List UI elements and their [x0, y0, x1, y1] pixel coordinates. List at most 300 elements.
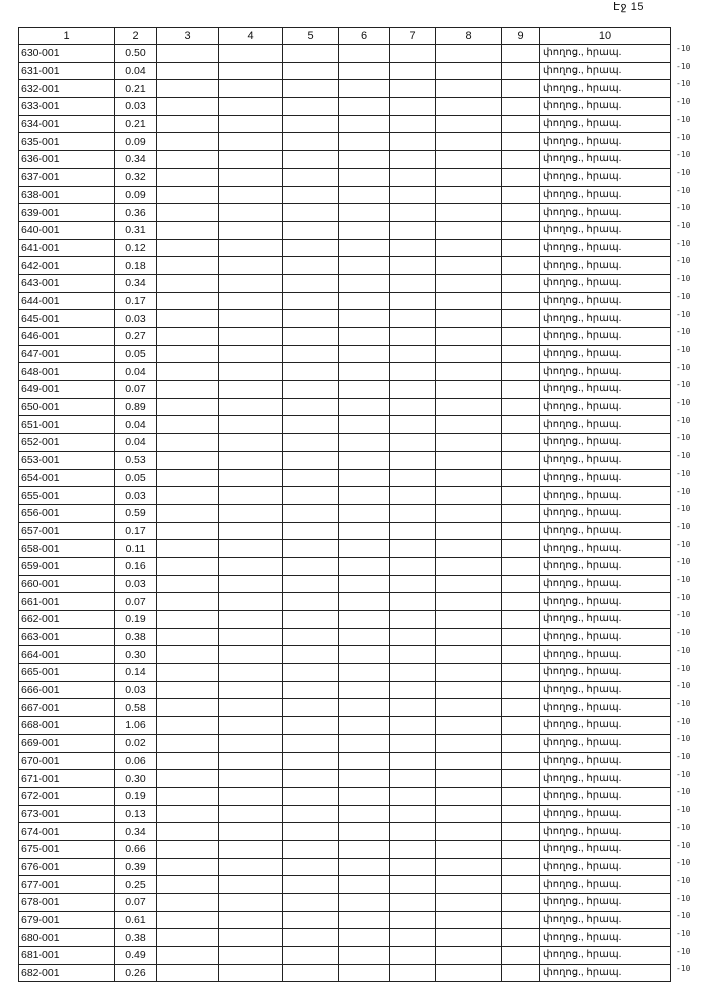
table-row	[19, 611, 671, 629]
margin-mark: -10	[676, 132, 691, 142]
empty-cell	[390, 292, 436, 310]
empty-cell	[502, 628, 540, 646]
land-use-cell: փողոց., հրապ.	[540, 752, 671, 770]
empty-cell	[390, 363, 436, 381]
empty-cell	[339, 575, 390, 593]
area-cell: 0.30	[115, 646, 157, 664]
empty-cell	[390, 575, 436, 593]
empty-cell	[219, 504, 283, 522]
column-header-6: 6	[339, 28, 390, 45]
empty-cell	[219, 628, 283, 646]
empty-cell	[502, 98, 540, 116]
parcel-code-cell: 653-001	[19, 451, 115, 469]
empty-cell	[157, 62, 219, 80]
area-cell: 0.11	[115, 540, 157, 558]
land-use-cell: փողոց., հրապ.	[540, 947, 671, 965]
empty-cell	[283, 398, 339, 416]
empty-cell	[157, 522, 219, 540]
parcel-code-cell: 643-001	[19, 274, 115, 292]
area-cell: 0.49	[115, 947, 157, 965]
land-use-cell: փողոց., հրապ.	[540, 133, 671, 151]
table-row	[19, 98, 671, 116]
empty-cell	[157, 947, 219, 965]
empty-cell	[390, 823, 436, 841]
area-cell: 0.38	[115, 628, 157, 646]
empty-cell	[436, 469, 502, 487]
empty-cell	[283, 611, 339, 629]
empty-cell	[339, 611, 390, 629]
empty-cell	[436, 310, 502, 328]
empty-cell	[219, 133, 283, 151]
margin-mark: -10	[676, 645, 691, 655]
area-cell: 0.04	[115, 416, 157, 434]
empty-cell	[283, 575, 339, 593]
margin-mark: -10	[676, 964, 691, 974]
empty-cell	[157, 416, 219, 434]
empty-cell	[502, 823, 540, 841]
empty-cell	[283, 593, 339, 611]
empty-cell	[283, 911, 339, 929]
empty-cell	[436, 734, 502, 752]
empty-cell	[339, 274, 390, 292]
empty-cell	[436, 964, 502, 982]
margin-mark: -10	[676, 185, 691, 195]
margin-mark: -10	[676, 291, 691, 301]
empty-cell	[390, 274, 436, 292]
land-use-cell: փողոց., հրապ.	[540, 434, 671, 452]
empty-cell	[390, 98, 436, 116]
column-header-10: 10	[540, 28, 671, 45]
table-row	[19, 133, 671, 151]
empty-cell	[339, 204, 390, 222]
empty-cell	[157, 752, 219, 770]
empty-cell	[219, 487, 283, 505]
empty-cell	[219, 681, 283, 699]
margin-mark: -10	[676, 44, 691, 53]
empty-cell	[339, 434, 390, 452]
empty-cell	[219, 557, 283, 575]
table-row	[19, 540, 671, 558]
empty-cell	[436, 717, 502, 735]
empty-cell	[436, 62, 502, 80]
margin-mark: -10	[676, 929, 691, 938]
table-row	[19, 487, 671, 505]
empty-cell	[157, 221, 219, 239]
empty-cell	[390, 310, 436, 328]
table-row	[19, 292, 671, 310]
empty-cell	[339, 257, 390, 275]
table-row	[19, 699, 671, 717]
table-row	[19, 681, 671, 699]
empty-cell	[157, 717, 219, 735]
margin-mark: -10	[676, 114, 691, 124]
empty-cell	[283, 274, 339, 292]
land-use-cell: փողոց., հրապ.	[540, 911, 671, 929]
empty-cell	[390, 62, 436, 80]
empty-cell	[219, 929, 283, 947]
empty-cell	[436, 434, 502, 452]
empty-cell	[339, 398, 390, 416]
empty-cell	[436, 204, 502, 222]
land-use-cell: փողոց., հրապ.	[540, 98, 671, 116]
empty-cell	[283, 168, 339, 186]
empty-cell	[219, 292, 283, 310]
parcel-code-cell: 655-001	[19, 487, 115, 505]
empty-cell	[157, 894, 219, 912]
empty-cell	[390, 929, 436, 947]
empty-cell	[436, 451, 502, 469]
empty-cell	[390, 80, 436, 98]
empty-cell	[157, 664, 219, 682]
page-number-label: Էջ 15	[613, 1, 644, 13]
margin-mark: -10	[676, 875, 691, 885]
empty-cell	[436, 398, 502, 416]
empty-cell	[157, 611, 219, 629]
empty-cell	[339, 840, 390, 858]
empty-cell	[219, 575, 283, 593]
empty-cell	[502, 398, 540, 416]
empty-cell	[390, 204, 436, 222]
area-cell: 0.09	[115, 186, 157, 204]
empty-cell	[283, 699, 339, 717]
empty-cell	[219, 45, 283, 63]
empty-cell	[436, 840, 502, 858]
empty-cell	[502, 363, 540, 381]
empty-cell	[502, 681, 540, 699]
parcel-code-cell: 671-001	[19, 770, 115, 788]
land-use-cell: փողոց., հրապ.	[540, 646, 671, 664]
empty-cell	[283, 257, 339, 275]
table-row	[19, 62, 671, 80]
margin-mark: -10	[676, 344, 691, 354]
land-use-cell: փողոց., հրապ.	[540, 522, 671, 540]
land-parcel-table	[18, 27, 671, 982]
table-row	[19, 45, 671, 63]
empty-cell	[339, 62, 390, 80]
empty-cell	[502, 770, 540, 788]
empty-cell	[390, 115, 436, 133]
area-cell: 0.03	[115, 681, 157, 699]
empty-cell	[157, 133, 219, 151]
empty-cell	[283, 45, 339, 63]
empty-cell	[502, 664, 540, 682]
parcel-code-cell: 634-001	[19, 115, 115, 133]
empty-cell	[502, 434, 540, 452]
parcel-code-cell: 670-001	[19, 752, 115, 770]
area-cell: 0.32	[115, 168, 157, 186]
land-use-cell: փողոց., հրապ.	[540, 62, 671, 80]
empty-cell	[219, 876, 283, 894]
empty-cell	[436, 381, 502, 399]
table-row	[19, 381, 671, 399]
table-row	[19, 151, 671, 169]
empty-cell	[390, 469, 436, 487]
empty-cell	[502, 805, 540, 823]
land-use-cell: փողոց., հրապ.	[540, 204, 671, 222]
land-use-cell: փողոց., հրապ.	[540, 168, 671, 186]
empty-cell	[283, 734, 339, 752]
empty-cell	[390, 168, 436, 186]
column-header-2: 2	[115, 28, 157, 45]
empty-cell	[502, 328, 540, 346]
parcel-code-cell: 658-001	[19, 540, 115, 558]
table-row	[19, 840, 671, 858]
empty-cell	[157, 292, 219, 310]
empty-cell	[283, 115, 339, 133]
empty-cell	[339, 186, 390, 204]
empty-cell	[219, 823, 283, 841]
column-header-7: 7	[390, 28, 436, 45]
area-cell: 0.61	[115, 911, 157, 929]
empty-cell	[283, 221, 339, 239]
empty-cell	[390, 504, 436, 522]
empty-cell	[283, 628, 339, 646]
empty-cell	[157, 504, 219, 522]
land-use-cell: փողոց., հրապ.	[540, 504, 671, 522]
table-row	[19, 221, 671, 239]
area-cell: 0.09	[115, 133, 157, 151]
empty-cell	[436, 45, 502, 63]
empty-cell	[339, 292, 390, 310]
land-use-cell: փողոց., հրապ.	[540, 929, 671, 947]
empty-cell	[390, 911, 436, 929]
area-cell: 0.04	[115, 434, 157, 452]
empty-cell	[339, 646, 390, 664]
area-cell: 0.66	[115, 840, 157, 858]
column-header-4: 4	[219, 28, 283, 45]
empty-cell	[436, 664, 502, 682]
land-use-cell: փողոց., հրապ.	[540, 487, 671, 505]
table-row	[19, 593, 671, 611]
empty-cell	[219, 62, 283, 80]
empty-cell	[502, 80, 540, 98]
empty-cell	[283, 239, 339, 257]
empty-cell	[502, 221, 540, 239]
empty-cell	[436, 540, 502, 558]
land-use-cell: փողոց., հրապ.	[540, 894, 671, 912]
empty-cell	[219, 894, 283, 912]
empty-cell	[157, 840, 219, 858]
margin-mark: -10	[676, 734, 691, 744]
land-use-cell: փողոց., հրապ.	[540, 151, 671, 169]
table-row	[19, 522, 671, 540]
land-use-cell: փողոց., հրապ.	[540, 557, 671, 575]
parcel-code-cell: 652-001	[19, 434, 115, 452]
margin-mark: -10	[676, 521, 691, 531]
margin-mark: -10	[676, 840, 691, 850]
empty-cell	[390, 257, 436, 275]
land-use-cell: փողոց., հրապ.	[540, 805, 671, 823]
empty-cell	[219, 239, 283, 257]
empty-cell	[502, 929, 540, 947]
empty-cell	[436, 593, 502, 611]
empty-cell	[339, 221, 390, 239]
land-use-cell: փողոց., հրապ.	[540, 717, 671, 735]
empty-cell	[283, 504, 339, 522]
empty-cell	[219, 611, 283, 629]
table-row	[19, 734, 671, 752]
land-use-cell: փողոց., հրապ.	[540, 416, 671, 434]
area-cell: 0.26	[115, 964, 157, 982]
margin-mark: -10	[676, 380, 691, 390]
empty-cell	[219, 787, 283, 805]
empty-cell	[502, 522, 540, 540]
empty-cell	[390, 328, 436, 346]
empty-cell	[157, 593, 219, 611]
empty-cell	[283, 186, 339, 204]
margin-mark: -10	[676, 238, 691, 248]
table-row	[19, 787, 671, 805]
table-row	[19, 469, 671, 487]
empty-cell	[283, 416, 339, 434]
empty-cell	[157, 398, 219, 416]
empty-cell	[283, 646, 339, 664]
land-use-cell: փողոց., հրապ.	[540, 469, 671, 487]
empty-cell	[157, 770, 219, 788]
area-cell: 0.16	[115, 557, 157, 575]
area-cell: 0.34	[115, 823, 157, 841]
empty-cell	[283, 947, 339, 965]
margin-mark: -10	[676, 309, 691, 319]
land-use-cell: փողոց., հրապ.	[540, 45, 671, 63]
empty-cell	[157, 115, 219, 133]
parcel-code-cell: 661-001	[19, 593, 115, 611]
empty-cell	[390, 151, 436, 169]
parcel-code-cell: 656-001	[19, 504, 115, 522]
empty-cell	[502, 876, 540, 894]
empty-cell	[283, 522, 339, 540]
empty-cell	[283, 98, 339, 116]
empty-cell	[219, 469, 283, 487]
empty-cell	[390, 717, 436, 735]
empty-cell	[390, 752, 436, 770]
empty-cell	[390, 45, 436, 63]
empty-cell	[390, 345, 436, 363]
parcel-code-cell: 682-001	[19, 964, 115, 982]
land-use-cell: փողոց., հրապ.	[540, 451, 671, 469]
empty-cell	[436, 168, 502, 186]
empty-cell	[502, 540, 540, 558]
empty-cell	[390, 451, 436, 469]
margin-mark: -10	[676, 539, 691, 549]
land-use-cell: փողոց., հրապ.	[540, 964, 671, 982]
land-use-cell: փողոց., հրապ.	[540, 858, 671, 876]
parcel-code-cell: 645-001	[19, 310, 115, 328]
empty-cell	[339, 770, 390, 788]
empty-cell	[339, 717, 390, 735]
parcel-code-cell: 669-001	[19, 734, 115, 752]
parcel-code-cell: 649-001	[19, 381, 115, 399]
table-row	[19, 310, 671, 328]
land-use-cell: փողոց., հրապ.	[540, 363, 671, 381]
empty-cell	[339, 168, 390, 186]
area-cell: 0.38	[115, 929, 157, 947]
empty-cell	[390, 699, 436, 717]
empty-cell	[502, 310, 540, 328]
empty-cell	[339, 894, 390, 912]
empty-cell	[390, 221, 436, 239]
empty-cell	[502, 469, 540, 487]
land-use-cell: փողոց., հրապ.	[540, 681, 671, 699]
empty-cell	[436, 681, 502, 699]
empty-cell	[219, 168, 283, 186]
empty-cell	[339, 664, 390, 682]
parcel-code-cell: 632-001	[19, 80, 115, 98]
empty-cell	[219, 186, 283, 204]
land-use-cell: փողոց., հրապ.	[540, 80, 671, 98]
empty-cell	[339, 911, 390, 929]
parcel-code-cell: 651-001	[19, 416, 115, 434]
area-cell: 0.14	[115, 664, 157, 682]
empty-cell	[157, 469, 219, 487]
empty-cell	[219, 593, 283, 611]
empty-cell	[157, 646, 219, 664]
empty-cell	[283, 664, 339, 682]
empty-cell	[502, 168, 540, 186]
empty-cell	[502, 646, 540, 664]
table-row	[19, 328, 671, 346]
empty-cell	[219, 770, 283, 788]
empty-cell	[502, 381, 540, 399]
land-use-cell: փողոց., հրապ.	[540, 699, 671, 717]
empty-cell	[339, 681, 390, 699]
area-cell: 0.04	[115, 62, 157, 80]
margin-mark: -10	[676, 433, 691, 443]
area-cell: 0.12	[115, 239, 157, 257]
table-row	[19, 575, 671, 593]
parcel-code-cell: 666-001	[19, 681, 115, 699]
margin-mark: -10	[676, 663, 691, 673]
empty-cell	[283, 894, 339, 912]
table-row	[19, 947, 671, 965]
empty-cell	[436, 646, 502, 664]
area-cell: 0.18	[115, 257, 157, 275]
empty-cell	[283, 80, 339, 98]
empty-cell	[339, 858, 390, 876]
empty-cell	[339, 593, 390, 611]
empty-cell	[436, 292, 502, 310]
table-row	[19, 274, 671, 292]
margin-mark: -10	[676, 362, 691, 372]
margin-mark: -10	[676, 769, 691, 779]
empty-cell	[157, 257, 219, 275]
land-use-cell: փողոց., հրապ.	[540, 239, 671, 257]
parcel-code-cell: 676-001	[19, 858, 115, 876]
margin-mark: -10	[676, 557, 691, 567]
parcel-code-cell: 638-001	[19, 186, 115, 204]
parcel-code-cell: 637-001	[19, 168, 115, 186]
parcel-code-cell: 648-001	[19, 363, 115, 381]
empty-cell	[436, 345, 502, 363]
empty-cell	[219, 964, 283, 982]
margin-mark: -10	[676, 946, 691, 956]
empty-cell	[283, 310, 339, 328]
empty-cell	[390, 664, 436, 682]
parcel-code-cell: 650-001	[19, 398, 115, 416]
empty-cell	[283, 929, 339, 947]
empty-cell	[436, 328, 502, 346]
table-row	[19, 168, 671, 186]
empty-cell	[157, 434, 219, 452]
empty-cell	[502, 186, 540, 204]
empty-cell	[219, 257, 283, 275]
empty-cell	[157, 540, 219, 558]
margin-mark: -10	[676, 716, 691, 726]
parcel-code-cell: 644-001	[19, 292, 115, 310]
empty-cell	[283, 204, 339, 222]
parcel-code-cell: 674-001	[19, 823, 115, 841]
area-cell: 0.17	[115, 292, 157, 310]
